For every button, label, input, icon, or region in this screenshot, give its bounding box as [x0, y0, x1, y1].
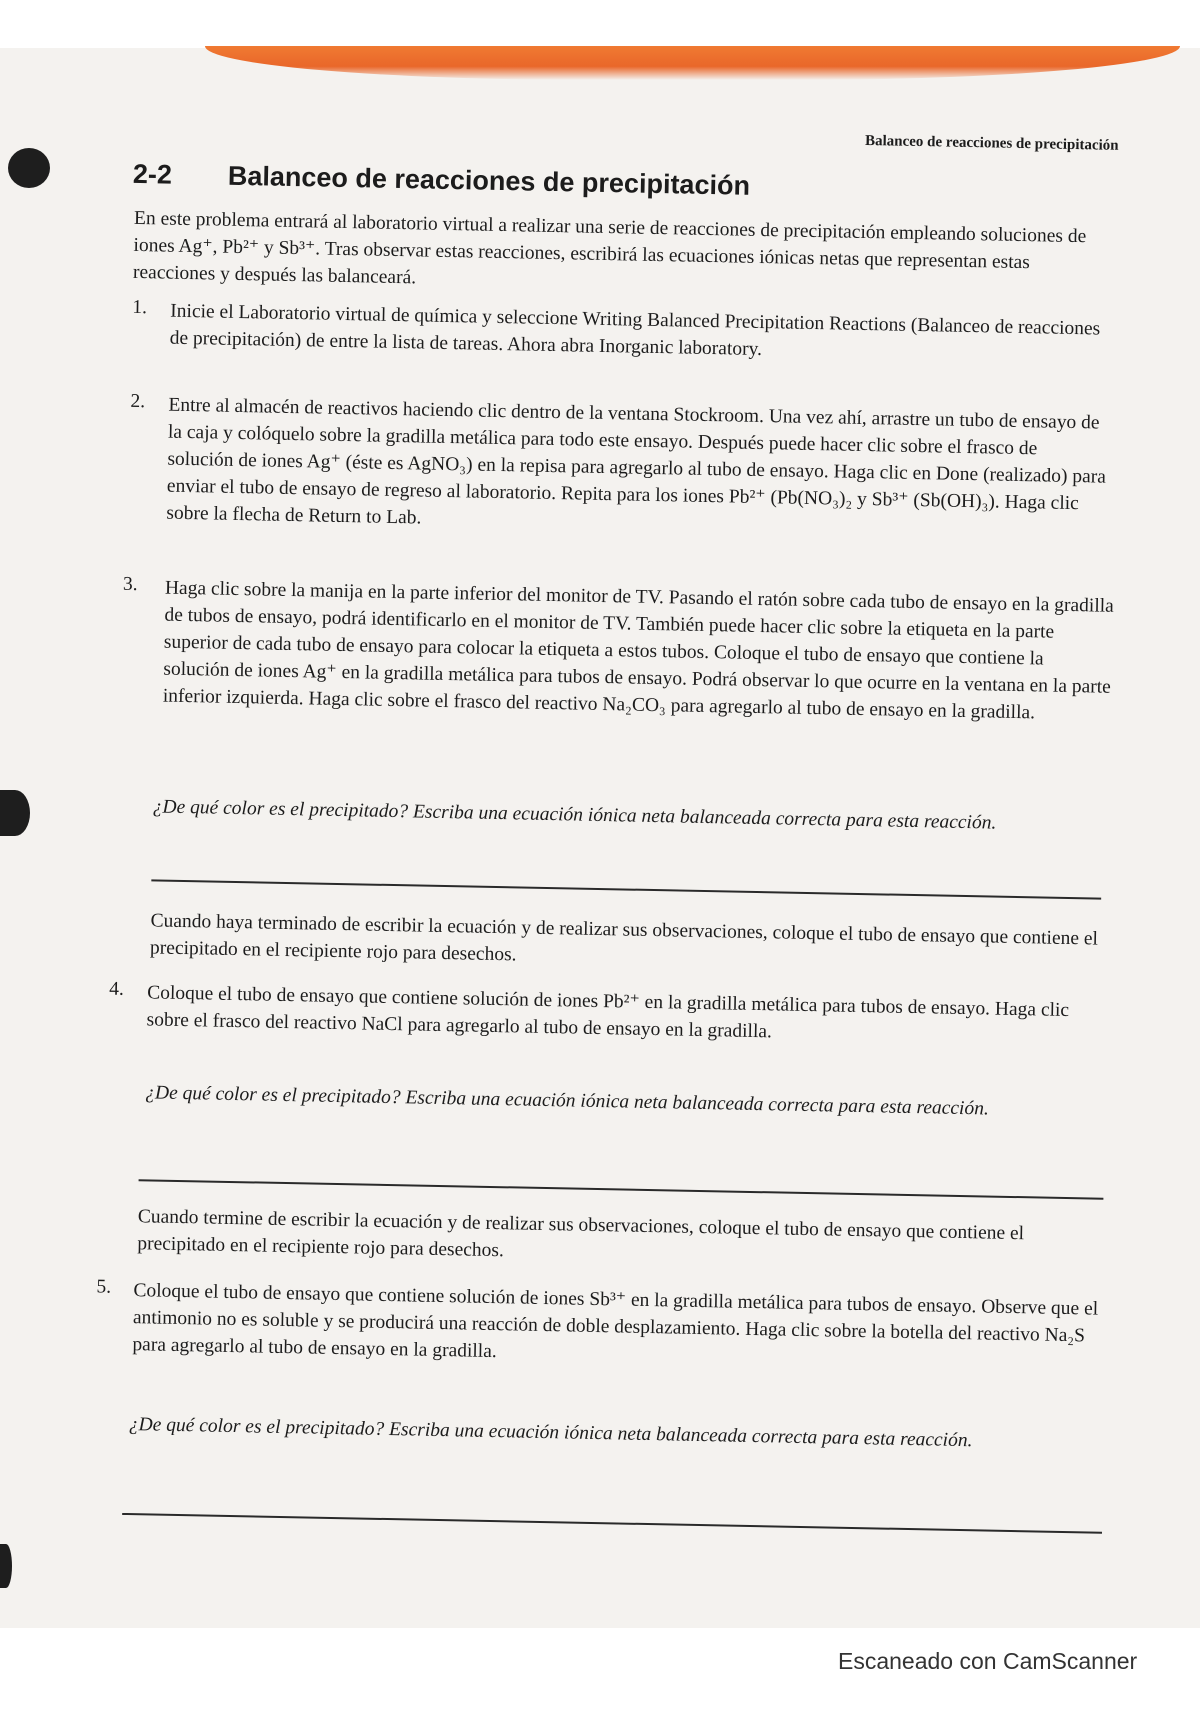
- answer-line: [122, 1513, 1102, 1534]
- step-text: Coloque el tubo de ensayo que contiene solución de iones Sb³⁺ en la gradilla metálica para tubos de ensayo. Observe que el antimonio no es soluble y se producirá una reacción de doble desplazamiento. Haga clic sobre la botella del reactivo Na₂S para agregarlo al tubo de ensayo en la gradilla.: [132, 1280, 1099, 1363]
- step-number: 1.: [132, 296, 148, 319]
- intro-paragraph: En este problema entrará al laboratorio virtual a realizar una serie de reacciones de precipitación empleando soluciones de iones Ag⁺, Pb²⁺ y Sb³⁺. Tras observar estas reacciones, escribirá las ecuaciones iónicas netas que representan estas reacciones y después las balanceará.: [132, 207, 1087, 289]
- step-question: ¿De qué color es el precipitado? Escriba una ecuación iónica neta balanceada correcta para esta reacción.: [152, 796, 997, 834]
- answer-line: [139, 1179, 1104, 1200]
- step-number: 5.: [96, 1276, 112, 1298]
- section-title: Balanceo de reacciones de precipitación: [227, 160, 751, 201]
- step-question: ¿De qué color es el precipitado? Escriba una ecuación iónica neta balanceada correcta para esta reacción.: [145, 1082, 990, 1120]
- step-followup: Cuando haya terminado de escribir la ecuación y de realizar sus observaciones, coloque el tubo de ensayo que contiene el precipitado en el recipiente rojo para desechos.: [149, 910, 1099, 966]
- step-text: Entre al almacén de reactivos haciendo clic dentro de la ventana Stockroom. Una vez ahí, arrastre un tubo de ensayo de la caja y colóquelo sobre la gradilla metálica para todo este ensayo. Después puede hacer clic sobre el frasco de solución de iones Ag⁺ (éste es AgNO₃) en la repisa para agregarlo al tubo de ensayo. Haga clic en Done (realizado) para enviar el tubo de ensayo de regreso al laboratorio. Repita para los iones Pb²⁺ (Pb(NO₃)₂ y Sb³⁺ (Sb(OH)₃). Haga clic sobre la flecha de Return to Lab.: [166, 394, 1107, 529]
- section-number: 2-2: [132, 158, 173, 190]
- camscanner-watermark: Escaneado con CamScanner: [838, 1648, 1138, 1674]
- step-number: 2.: [130, 390, 146, 413]
- running-head: Balanceo de reacciones de precipitación: [864, 132, 1119, 154]
- step-text: Coloque el tubo de ensayo que contiene solución de iones Pb²⁺ en la gradilla metálica para tubos de ensayo. Haga clic sobre el frasco del reactivo NaCl para agregarlo al tubo de ensayo en la gradilla.: [146, 982, 1070, 1043]
- step-followup: Cuando termine de escribir la ecuación y de realizar sus observaciones, coloque el tubo de ensayo que contiene el precipitado en el recipiente rojo para desechos.: [137, 1206, 1025, 1262]
- answer-line: [151, 879, 1101, 899]
- step-text: Haga clic sobre la manija en la parte inferior del monitor de TV. Pasando el ratón sobre cada tubo de ensayo en la gradilla de tubos de ensayo, podrá identificarlo en el monitor de TV. También puede hacer clic sobre la etiqueta en la parte superior de cada tubo de ensayo para colocar la etiqueta a estos tubos. Coloque el tubo de ensayo que contiene la solución de iones Ag⁺ en la gradilla metálica para tubos de ensayo. Podrá observar lo que ocurre en la ventana en la parte inferior izquierda. Haga clic sobre el frasco del reactivo Na₂CO₃ para agregarlo al tubo de ensayo en la gradilla.: [162, 577, 1115, 724]
- step-question: ¿De qué color es el precipitado? Escriba una ecuación iónica neta balanceada correcta para esta reacción.: [128, 1414, 973, 1452]
- step-number: 3.: [122, 573, 138, 596]
- step-number: 4.: [109, 978, 125, 1000]
- step-text: Inicie el Laboratorio virtual de química y seleccione Writing Balanced Precipitation Reactions (Balanceo de reacciones de precipitación) de entre la lista de tareas. Ahora abra Inorganic laboratory.: [169, 300, 1101, 361]
